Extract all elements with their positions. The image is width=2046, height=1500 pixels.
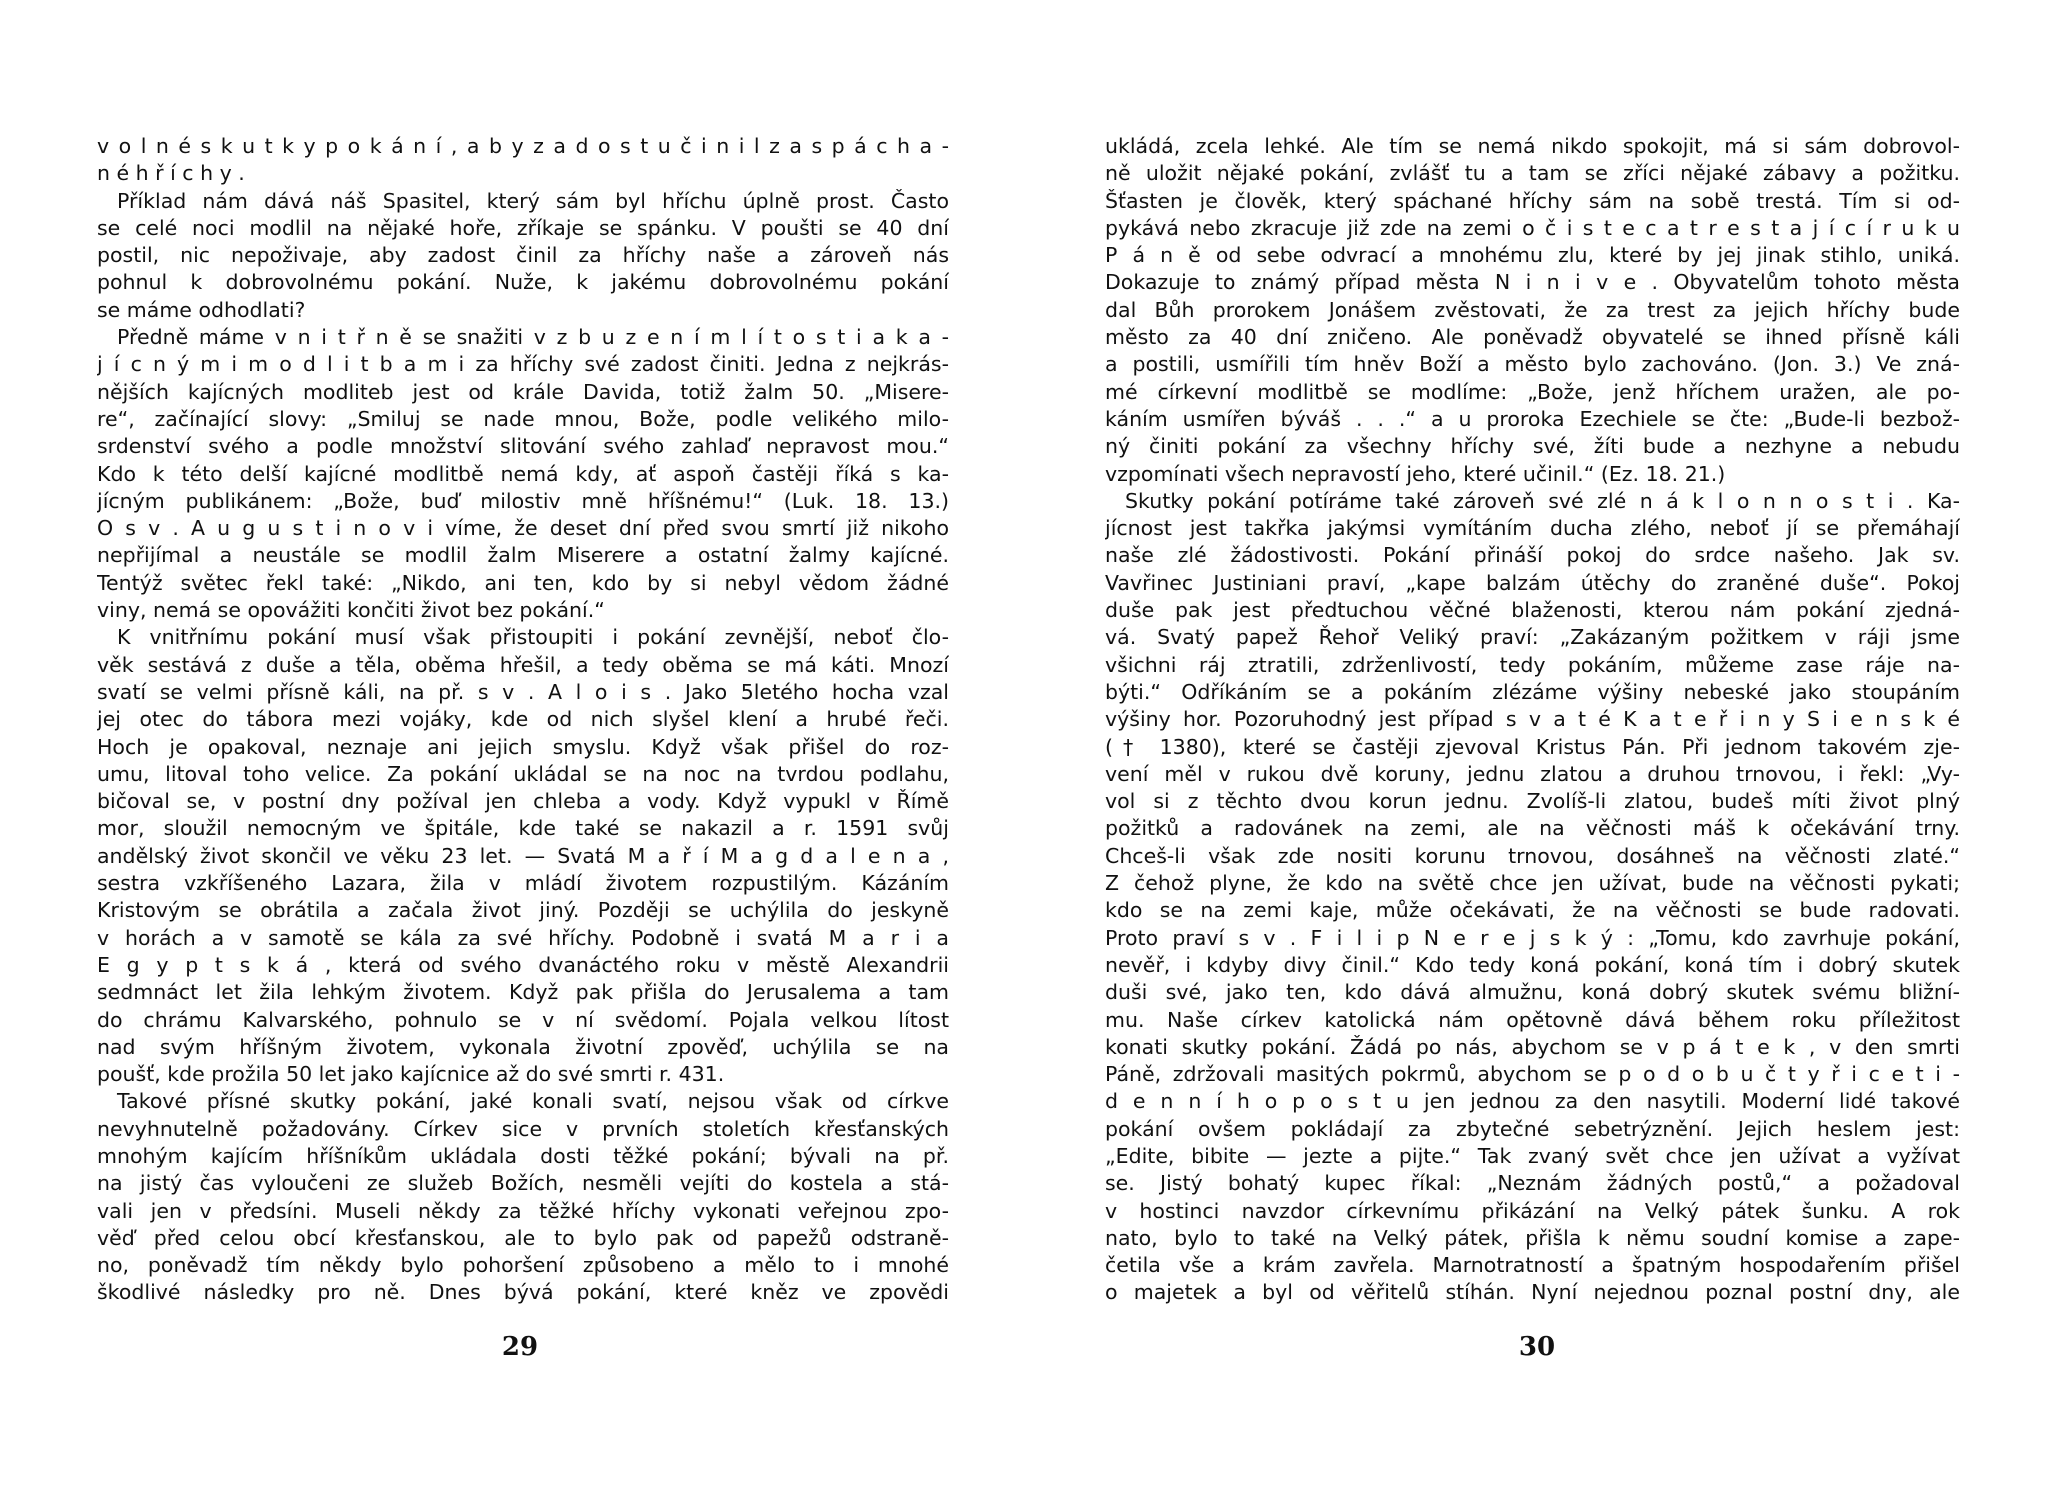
text-line: „Edite, bibite — jezte a pijte.“ Tak zvaný svět chce jen užívat a vyžívat bbox=[1105, 1143, 1960, 1168]
text-line: Proto praví s v . F i l i p N e r e j s k ý : „Tomu, kdo zavrhuje pokání, bbox=[1105, 925, 1960, 950]
text-line: o majetek a byl od věřitelů stíhán. Nyní nejednou poznal postní dny, ale bbox=[1105, 1280, 1960, 1305]
text-line: škodlivé následky pro ně. Dnes bývá pokání, které kněz ve zpovědi bbox=[97, 1280, 949, 1305]
text-line: nevěř, i kdyby divy činil.“ Kdo tedy koná pokání, koná tím i dobrý skutek bbox=[1105, 952, 1960, 977]
text-line: d e n n í h o p o s t u jen jednou za den nasytili. Moderní lidé takové bbox=[1105, 1089, 1960, 1114]
text-line: mu. Naše církev katolická nám opětovně dává během roku příležitost bbox=[1105, 1007, 1960, 1032]
text-line: požitků a radovánek na zemi, ale na věčnosti máš k očekávání trny. bbox=[1105, 816, 1960, 841]
text-line: Skutky pokání potíráme také zároveň své zlé n á k l o n n o s t i . Ka- bbox=[1125, 488, 1960, 513]
text-line: vali jen v předsíni. Museli někdy za těžké hříchy vykonati veřejnou zpo- bbox=[97, 1198, 949, 1223]
text-line: Předně máme v n i t ř n ě se snažiti v z b u z e n í m l í t o s t i a k a - bbox=[117, 325, 949, 350]
text-line: ukládá, zcela lehké. Ale tím se nemá nikdo spokojit, má si sám dobrovol- bbox=[1105, 134, 1960, 158]
text-line: dal Bůh prorokem Jonášem zvěstovati, že za trest za jejich hříchy bude bbox=[1105, 297, 1960, 322]
text-line: mé církevní modlitbě se modlíme: „Bože, jenž hříchem uražen, ale po- bbox=[1105, 379, 1960, 404]
text-line: jej otec do tábora mezi vojáky, kde od nich slyšel klení a hrubé řeči. bbox=[97, 707, 949, 732]
text-line: do chrámu Kalvarského, pohnulo se v ní svědomí. Pojala velkou lítost bbox=[97, 1007, 949, 1032]
text-line: četila vše a krám zavřela. Marnotratností a špatným hospodařením přišel bbox=[1105, 1253, 1960, 1278]
text-line: († 1380), které se častěji zjevoval Kristus Pán. Při jednom takovém zje- bbox=[1105, 734, 1960, 759]
text-line: Příklad nám dává náš Spasitel, který sám byl hříchu úplně prost. Často bbox=[117, 188, 949, 213]
text-line: Kdo k této delší kajícné modlitbě nemá kdy, ať aspoň častěji říká s ka- bbox=[97, 461, 949, 486]
text-line: Tentýž světec řekl také: „Nikdo, ani ten, kdo by si nebyl vědom žádné bbox=[97, 570, 949, 595]
text-line: K vnitřnímu pokání musí však přistoupiti i pokání zevnější, neboť člo- bbox=[117, 625, 949, 650]
text-line: nato, bylo to také na Velký pátek, přišla k němu soudní komise a zape- bbox=[1105, 1225, 1960, 1250]
text-line: j í c n ý m i m o d l i t b a m i za hříchy své zadost činiti. Jedna z nejkrás- bbox=[97, 352, 949, 377]
text-line: Dokazuje to známý případ města N i n i v e . Obyvatelům tohoto města bbox=[1105, 270, 1960, 295]
page-right bbox=[1105, 133, 1960, 1307]
text-line: naše zlé žádostivosti. Pokání přináší pokoj do srdce našeho. Jak sv. bbox=[1105, 543, 1960, 568]
text-line: Chceš-li však zde nositi korunu trnovou, dosáhneš na věčnosti zlaté.“ bbox=[1105, 843, 1960, 868]
text-line: káním usmířen býváš . . .“ a u proroka Ezechiele se čte: „Bude-li bezbož- bbox=[1105, 406, 1960, 431]
text-line: Šťasten je člověk, který spáchané hříchy sám na sobě trestá. Tím si od- bbox=[1105, 188, 1960, 213]
text-line: v hostinci navzdor církevnímu přikázání na Velký pátek šunku. A rok bbox=[1105, 1198, 1960, 1223]
text-line: nad svým hříšným životem, vykonala životní zpověď, uchýlila se na bbox=[97, 1034, 949, 1059]
text-line: konati skutky pokání. Žádá po nás, abychom se v p á t e k , v den smrti bbox=[1105, 1034, 1960, 1059]
page-left bbox=[97, 133, 949, 1307]
text-line: pokání ovšem pokládají za zbytečné sebetrýznění. Jejich heslem jest: bbox=[1105, 1116, 1960, 1141]
text-line: býti.“ Odříkáním se a pokáním zlézáme výšiny nebeské jako stoupáním bbox=[1105, 679, 1960, 704]
text-line: Hoch je opakoval, neznaje ani jejich smyslu. Když však přišel do roz- bbox=[97, 734, 949, 759]
text-line: jícným publikánem: „Bože, buď milostiv mně hříšnému!“ (Luk. 18. 13.) bbox=[97, 488, 949, 513]
text-line: Z čehož plyne, že kdo na světě chce jen užívat, bude na věčnosti pykati; bbox=[1105, 871, 1960, 896]
text-line: se celé noci modlil na nějaké hoře, zříkaje se spánku. V poušti se 40 dní bbox=[97, 215, 949, 240]
text-line: Páně, zdržovali masitých pokrmů, abychom se p o d o b u č t y ř i c e t i - bbox=[1105, 1062, 1960, 1087]
text-line: duši své, jako ten, kdo dává almužnu, koná dobrý skutek svému bližní- bbox=[1105, 980, 1960, 1005]
text-line: Kristovým se obrátila a začala život jiný. Později se uchýlila do jeskyně bbox=[97, 898, 949, 923]
text-line: Takové přísné skutky pokání, jaké konali svatí, nejsou však od církve bbox=[117, 1089, 949, 1114]
text-line: bičoval se, v postní dny požíval jen chleba a vody. Když vypukl v Římě bbox=[97, 789, 949, 814]
text-line: nepřijímal a neustále se modlil žalm Miserere a ostatní žalmy kajícné. bbox=[97, 543, 949, 568]
text-line: ně uložit nějaké pokání, zvlášť tu a tam se zříci nějaké zábavy a požitku. bbox=[1105, 161, 1960, 186]
text-line: vol si z těchto dvou korun jednu. Zvolíš-li zlatou, budeš míti život plný bbox=[1105, 789, 1960, 814]
text-line: město za 40 dní zničeno. Ale poněvadž obyvatelé se ihned přísně káli bbox=[1105, 325, 1960, 350]
text-line: svatí se velmi přísně káli, na př. s v . A l o i s . Jako 5letého hocha vzal bbox=[97, 679, 949, 704]
text-line: pohnul k dobrovolnému pokání. Nuže, k jakému dobrovolnému pokání bbox=[97, 270, 949, 295]
text-line: viny, nemá se opovážiti končiti život bez pokání.“ bbox=[97, 598, 605, 623]
text-line: v o l n é s k u t k y p o k á n í , a b y z a d o s t u č i n i l z a s p á c h a - bbox=[97, 134, 949, 158]
text-line: nevyhnutelně požadovány. Církev sice v prvních stoletích křesťanských bbox=[97, 1116, 949, 1141]
text-line: postil, nic nepoživaje, aby zadost činil za hříchy naše a zároveň nás bbox=[97, 243, 949, 268]
text-line: vzpomínati všech nepravostí jeho, které učinil.“ (Ez. 18. 21.) bbox=[1105, 461, 1726, 486]
text-line: věď před celou obcí křesťanskou, ale to bylo pak od papežů odstraně- bbox=[97, 1225, 949, 1250]
text-line: nějších kajícných modliteb jest od krále Davida, totiž žalm 50. „Misere- bbox=[97, 379, 949, 404]
page-number-left: 29 bbox=[501, 1332, 539, 1362]
text-line: na jistý čas vyloučeni ze služeb Božích, nesměli vejíti do kostela a stá- bbox=[97, 1171, 949, 1196]
text-line: vá. Svatý papež Řehoř Veliký praví: „Zakázaným požitkem v ráji jsme bbox=[1105, 625, 1960, 650]
text-line: kdo se na zemi kaje, může očekávati, že na věčnosti se bude radovati. bbox=[1105, 898, 1960, 923]
text-line: se. Jistý bohatý kupec říkal: „Neznám žádných postů,“ a požadoval bbox=[1105, 1171, 1960, 1196]
text-line: no, poněvadž tím někdy bylo pohoršení způsobeno a mělo to i mnohé bbox=[97, 1253, 949, 1278]
text-line: P á n ě od sebe odvrací a mnohému zlu, které by jej jinak stihlo, uniká. bbox=[1105, 243, 1960, 268]
text-line: jícnost jest takřka jakýmsi vymítáním ducha zlého, neboť jí se přemáhají bbox=[1105, 516, 1960, 541]
text-line: Vavřinec Justiniani praví, „kape balzám útěchy do zraněné duše“. Pokoj bbox=[1105, 570, 1960, 595]
text-line: poušť, kde prožila 50 let jako kajícnice až do své smrti r. 431. bbox=[97, 1062, 725, 1087]
text-line: ný činiti pokání za všechny hříchy své, žíti bude a nezhyne a nebudu bbox=[1105, 434, 1960, 459]
text-line: mor, sloužil nemocným ve špitále, kde také se nakazil a r. 1591 svůj bbox=[97, 816, 949, 841]
text-line: věk sestává z duše a těla, oběma hřešil, a tedy oběma se má káti. Mnozí bbox=[97, 652, 949, 677]
text-line: se máme odhodlati? bbox=[97, 297, 306, 322]
text-line: re“, začínající slovy: „Smiluj se nade mnou, Bože, podle velikého milo- bbox=[97, 406, 949, 431]
text-line: E g y p t s k á , která od svého dvanáctého roku v městě Alexandrii bbox=[97, 952, 949, 977]
text-line: umu, litoval toho velice. Za pokání ukládal se na noc na tvrdou podlahu, bbox=[97, 761, 949, 786]
text-line: mnohým kajícím hříšníkům ukládala dosti těžké pokání; bývali na př. bbox=[97, 1143, 949, 1168]
text-line: výšiny hor. Pozoruhodný jest případ s v a t é K a t e ř i n y S i e n s k é bbox=[1105, 707, 1960, 732]
text-line: v horách a v samotě se kála za své hříchy. Podobně i svatá M a r i a bbox=[97, 925, 949, 950]
text-line: vení měl v rukou dvě koruny, jednu zlatou a druhou trnovou, i řekl: „Vy- bbox=[1105, 761, 1960, 786]
text-line: sedmnáct let žila lehkým životem. Když pak přišla do Jerusalema a tam bbox=[97, 980, 949, 1005]
text-line: O s v . A u g u s t i n o v i víme, že deset dní před svou smrtí již nikoho bbox=[97, 516, 949, 541]
text-line: srdenství svého a podle množství slitování svého zahlaď nepravost mou.“ bbox=[97, 434, 949, 459]
text-line: sestra vzkříšeného Lazara, žila v mládí životem rozpustilým. Kázáním bbox=[97, 871, 949, 896]
text-line: andělský život skončil ve věku 23 let. — Svatá M a ř í M a g d a l e n a , bbox=[97, 843, 949, 868]
text-line: duše pak jest předtuchou věčné blaženosti, kterou nám pokání zjedná- bbox=[1105, 598, 1960, 623]
page-number-right: 30 bbox=[1518, 1332, 1556, 1362]
text-line: všichni ráj ztratili, zdrženlivostí, tedy pokáním, můžeme zase ráje na- bbox=[1105, 652, 1960, 677]
text-line: pykává nebo zkracuje již zde na zemi o č i s t e c a t r e s t a j í c í r u k u bbox=[1105, 215, 1960, 240]
text-line: a postili, usmířili tím hněv Boží a město bylo zachováno. (Jon. 3.) Ve zná- bbox=[1105, 352, 1960, 377]
text-line: n é h ř í c h y . bbox=[97, 161, 245, 186]
